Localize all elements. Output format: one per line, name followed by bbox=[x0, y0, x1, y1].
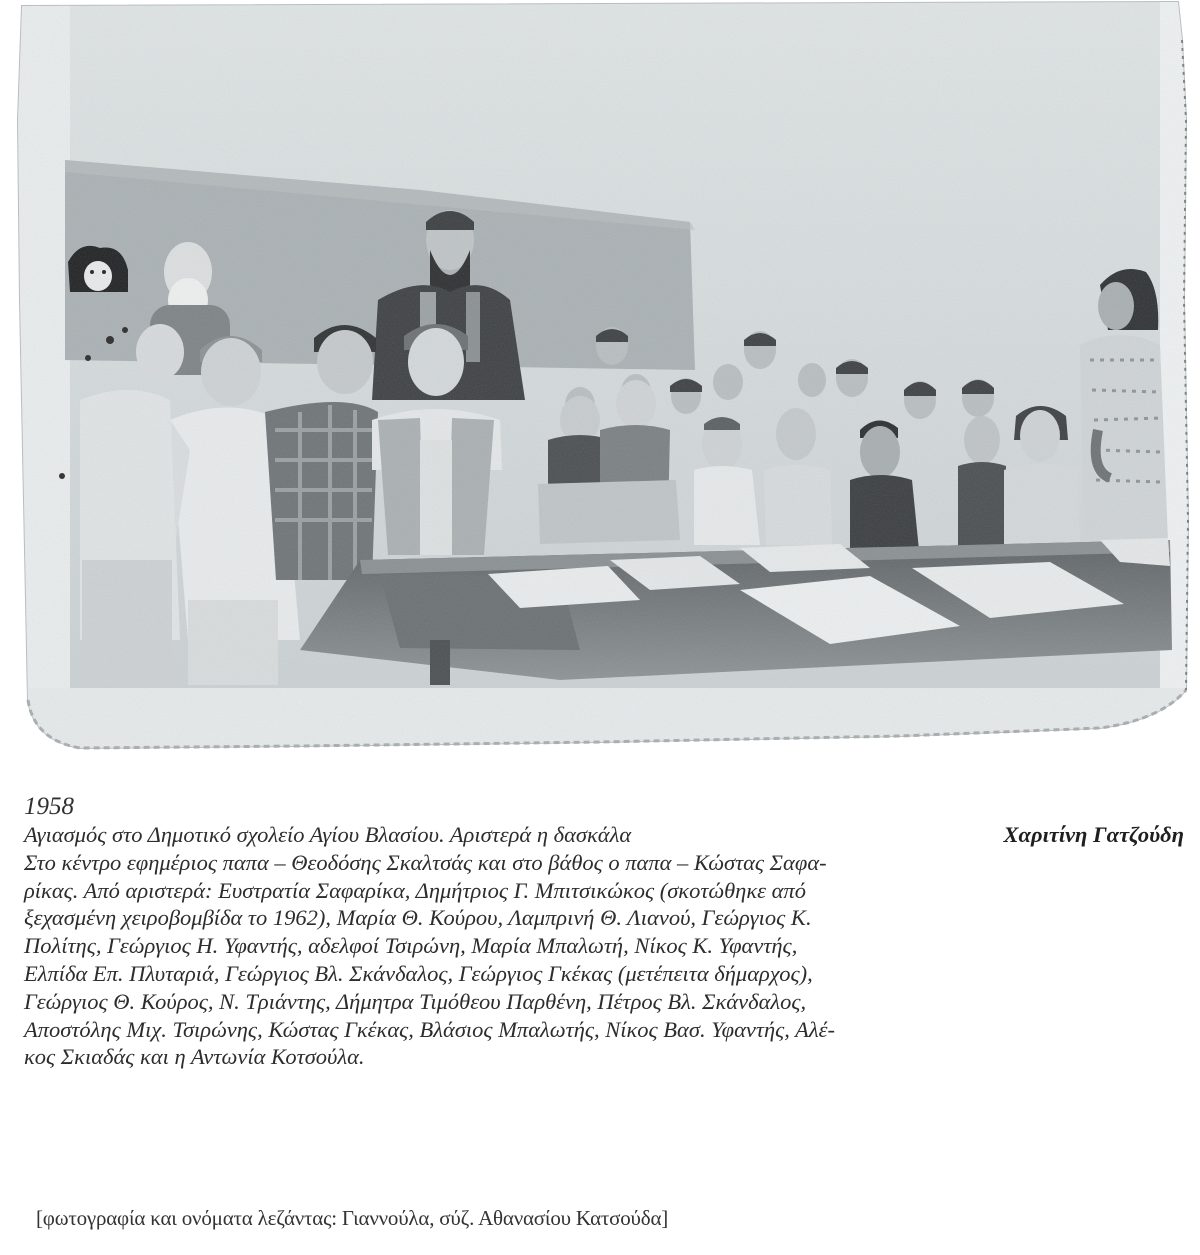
caption-line-2: Στο κέντρο εφημέριος παπα – Θεοδόσης Σκαλτσάς και στο βάθος ο παπα – Κώστας Σαφα- bbox=[24, 849, 827, 875]
caption-line-8: Αποστόλης Μιχ. Τσιρώνης, Κώστας Γκέκας, Βλάσιος Μπαλωτής, Νίκος Βασ. Υφαντής, Αλέ- bbox=[24, 1016, 835, 1042]
caption-intro: Αγιασμός στο Δημοτικό σχολείο Αγίου Βλασίου. Αριστερά η δασκάλα bbox=[24, 822, 632, 847]
caption-line-9: κος Σκιαδάς και η Αντωνία Κοτσούλα. bbox=[24, 1044, 365, 1070]
caption-line-5: Πολίτης, Γεώργιος Η. Υφαντής, αδελφοί Τσιρώνη, Μαρία Μπαλωτή, Νίκος Κ. Υφαντής, bbox=[24, 933, 798, 959]
caption-line-6: Ελπίδα Επ. Πλυταριά, Γεώργιος Βλ. Σκάνδαλος, Γεώργιος Γκέκας (μετέπειτα δήμαρχος), bbox=[24, 960, 813, 986]
teacher-name: Χαριτίνη Γατζούδη bbox=[1003, 822, 1184, 847]
caption-line-3: ρίκας. Από αριστερά: Ευστρατία Σαφαρίκα, Δημήτριος Γ. Μπιτσικώκος (σκοτώθηκε από bbox=[24, 877, 806, 903]
caption-line-1 bbox=[24, 821, 1184, 849]
photo-caption bbox=[24, 792, 1184, 1071]
caption-line-7: Γεώργιος Θ. Κούρος, Ν. Τριάντης, Δήμητρα Τιμόθεου Παρθένη, Πέτρος Βλ. Σκάνδαλος, bbox=[24, 988, 807, 1014]
photo-credit: [φωτογραφία και ονόματα λεζάντας: Γιαννούλα, σύζ. Αθανασίου Κατσούδα] bbox=[36, 1206, 669, 1230]
caption-line-4: ξεχασμένη χειροβομβίδα το 1962), Μαρία Θ. Κούρου, Λαμπρινή Θ. Λιανού, Γεώργιος Κ. bbox=[24, 905, 812, 931]
caption-year: 1958 bbox=[24, 793, 74, 820]
